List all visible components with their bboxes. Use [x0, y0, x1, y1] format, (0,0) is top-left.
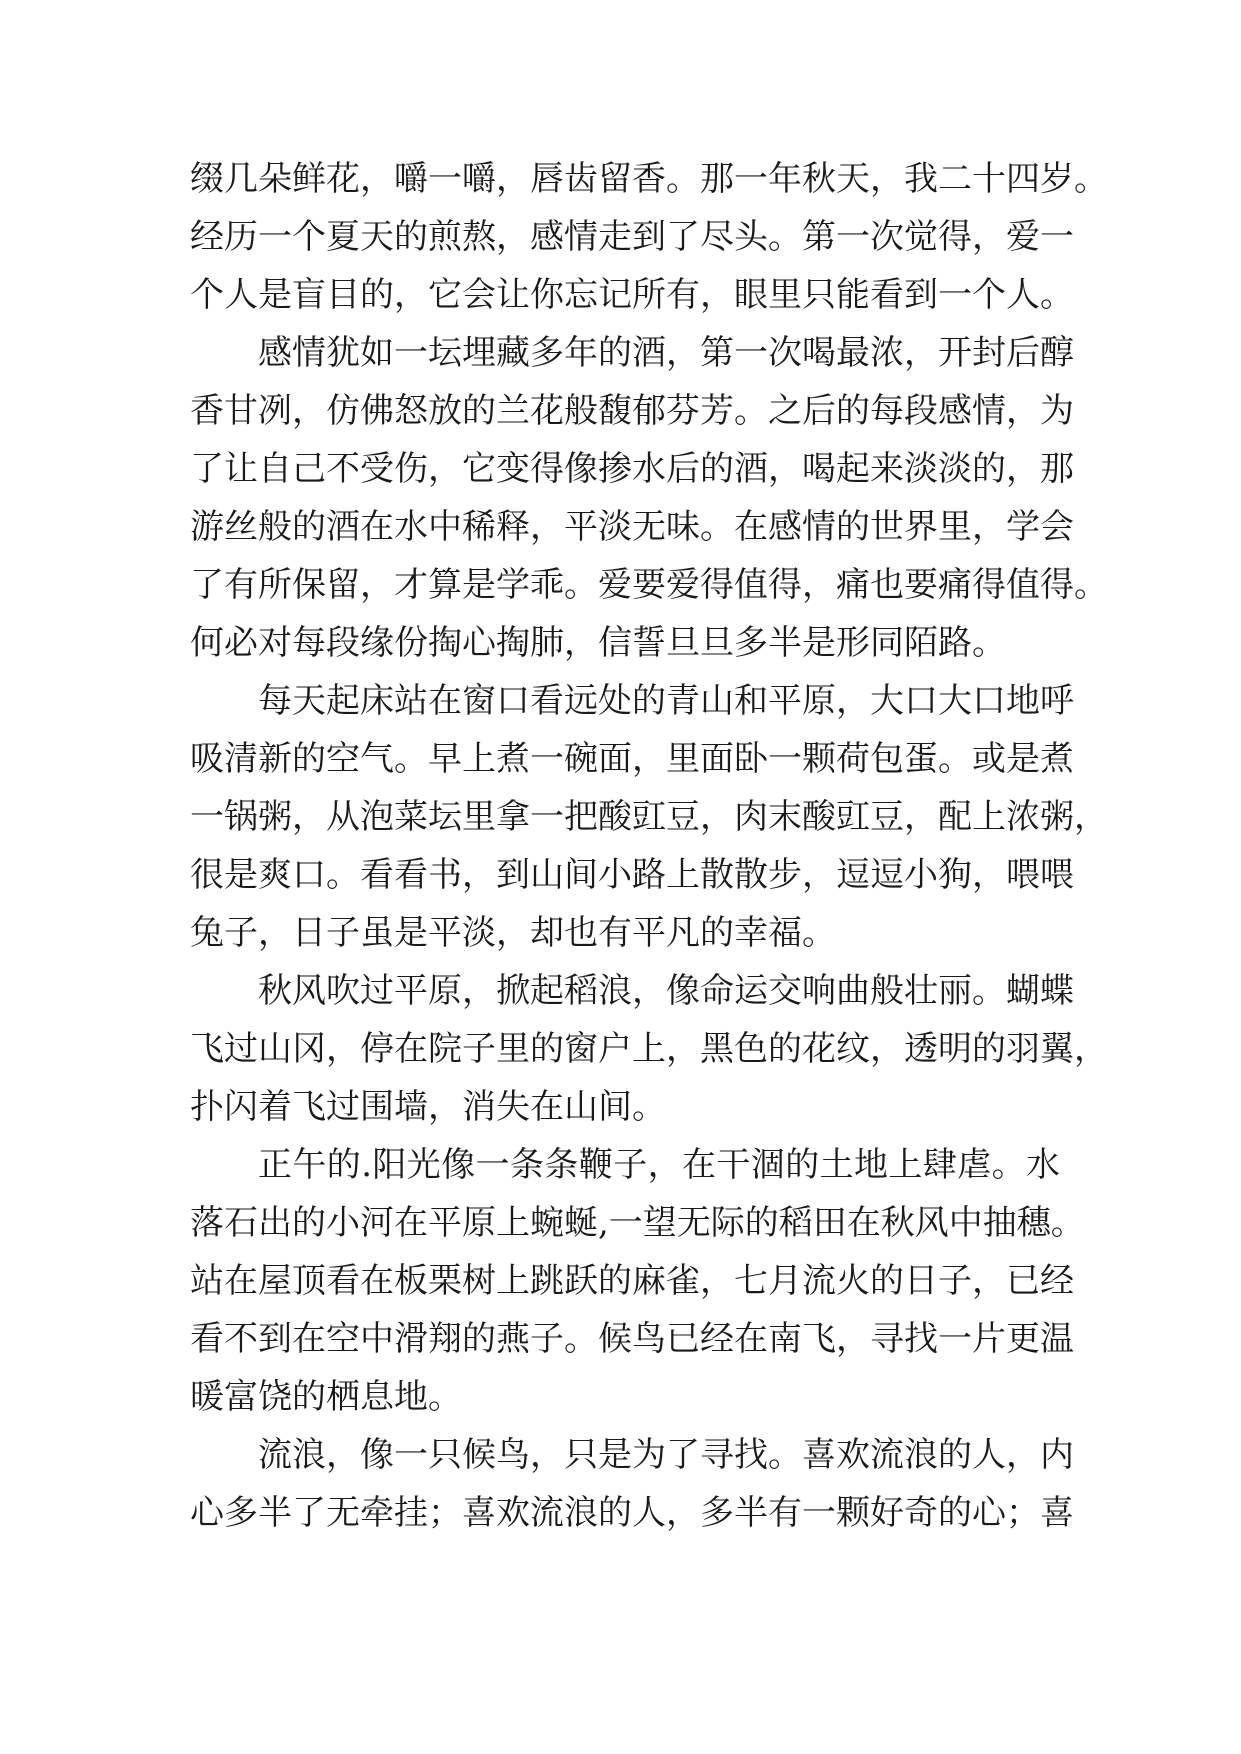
text-line: 兔子，日子虽是平淡，却也有平凡的幸福。 [190, 913, 836, 953]
paragraph-5 [190, 1136, 1085, 1426]
text-line: 吸清新的空气。早上煮一碗面，里面卧一颗荷包蛋。或是煮 [190, 739, 1074, 779]
text-line: 心多半了无牵挂；喜欢流浪的人，多半有一颗好奇的心；喜 [190, 1493, 1074, 1533]
paragraph-1 [190, 150, 1108, 324]
text-line: 落石出的小河在平原上蜿蜒,一望无际的稻田在秋风中抽穗。 [190, 1203, 1085, 1243]
text-line: 暖富饶的栖息地。 [190, 1377, 462, 1417]
text-line: 一锅粥，从泡菜坛里拿一把酸豇豆，肉末酸豇豆，配上浓粥， [190, 797, 1108, 837]
text-line: 了让自己不受伤，它变得像掺水后的酒，喝起来淡淡的，那 [190, 449, 1074, 489]
text-line: 香甘冽，仿佛怒放的兰花般馥郁芬芳。之后的每段感情，为 [190, 391, 1074, 431]
text-line: 感情犹如一坛埋藏多年的酒，第一次喝最浓，开封后醇 [258, 333, 1074, 373]
paragraph-2 [190, 324, 1108, 672]
text-line: 了有所保留，才算是学乖。爱要爱得值得，痛也要痛得值得。 [190, 565, 1108, 605]
text-line: 看不到在空中滑翔的燕子。候鸟已经在南飞，寻找一片更温 [190, 1319, 1074, 1359]
text-line: 每天起床站在窗口看远处的青山和平原，大口大口地呼 [258, 681, 1074, 721]
paragraph-4 [190, 962, 1108, 1136]
text-line: 经历一个夏天的煎熬，感情走到了尽头。第一次觉得，爱一 [190, 217, 1074, 257]
text-line: 游丝般的酒在水中稀释，平淡无味。在感情的世界里，学会 [190, 507, 1074, 547]
text-line: 站在屋顶看在板栗树上跳跃的麻雀，七月流火的日子，已经 [190, 1261, 1074, 1301]
text-line: 飞过山冈，停在院子里的窗户上，黑色的花纹，透明的羽翼， [190, 1029, 1108, 1069]
paragraph-3 [190, 672, 1108, 962]
article-body [190, 150, 1108, 1542]
text-line: 很是爽口。看看书，到山间小路上散散步，逗逗小狗，喂喂 [190, 855, 1074, 895]
paragraph-6 [190, 1426, 1074, 1542]
text-line: 正午的.阳光像一条条鞭子，在干涸的土地上肆虐。水 [258, 1145, 1060, 1185]
text-line: 个人是盲目的，它会让你忘记所有，眼里只能看到一个人。 [190, 275, 1074, 315]
text-line: 流浪，像一只候鸟，只是为了寻找。喜欢流浪的人，内 [258, 1435, 1074, 1475]
text-line: 缀几朵鲜花，嚼一嚼，唇齿留香。那一年秋天，我二十四岁。 [190, 159, 1108, 199]
text-line: 秋风吹过平原，掀起稻浪，像命运交响曲般壮丽。蝴蝶 [258, 971, 1074, 1011]
text-line: 何必对每段缘份掏心掏肺，信誓旦旦多半是形同陌路。 [190, 623, 1006, 663]
text-line: 扑闪着飞过围墙，消失在山间。 [190, 1087, 666, 1127]
